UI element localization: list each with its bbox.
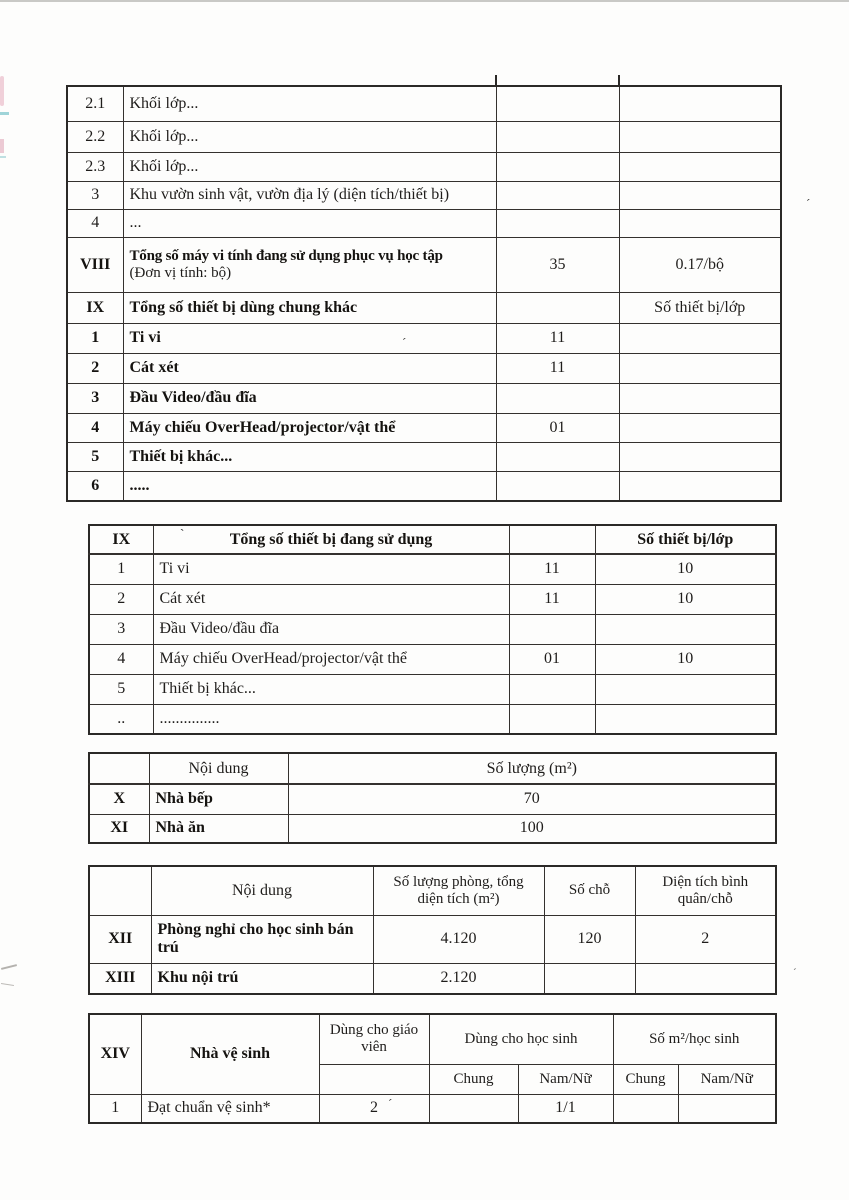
empty-cell: [496, 209, 619, 237]
header-area-group-cell: Số m²/học sinh: [613, 1014, 776, 1064]
empty-cell: [496, 152, 619, 181]
scan-edge-line: [0, 0, 849, 2]
row-value-cell: 01: [509, 644, 595, 674]
empty-cell: [619, 442, 781, 471]
header-teacher-cell: Dùng cho giáo viên: [319, 1014, 429, 1064]
row-no-cell: XIII: [89, 963, 151, 994]
empty-cell: [496, 86, 619, 121]
header-content-cell: Nội dung: [151, 866, 373, 915]
row-seats-cell: 120: [544, 915, 635, 963]
row-no-cell: 3: [89, 614, 153, 644]
table-row: [89, 1094, 776, 1123]
row-no-cell: 5: [67, 442, 123, 471]
scan-cyan-mark: [0, 112, 9, 115]
row-no-cell: XII: [89, 915, 151, 963]
row-label-cell: Phòng nghỉ cho học sinh bán trú: [151, 915, 373, 963]
row-label-cell: Tổng số thiết bị dùng chung khác: [123, 292, 496, 323]
row-label-cell: Máy chiếu OverHead/projector/vật thể: [123, 413, 496, 442]
header-student-group-cell: Dùng cho học sinh: [429, 1014, 613, 1064]
empty-cell: [635, 963, 776, 994]
empty-cell: [89, 753, 149, 784]
scan-speck: `: [180, 526, 185, 541]
row-no-cell: ..: [89, 704, 153, 734]
empty-cell: [595, 614, 776, 644]
empty-cell: [619, 181, 781, 209]
table-row: [67, 383, 781, 413]
scan-pink-mark: [0, 139, 4, 153]
table-row: [89, 644, 776, 674]
row-label-cell: Khu nội trú: [151, 963, 373, 994]
row-value-cell: 11: [509, 554, 595, 584]
subheader-namnu-cell: Nam/Nữ: [518, 1064, 613, 1094]
empty-cell: [595, 674, 776, 704]
row-label-cell: Cát xét: [153, 584, 509, 614]
subheader-namnu-cell: Nam/Nữ: [678, 1064, 776, 1094]
row-label-cell: Nhà bếp: [149, 784, 288, 814]
row-label-cell: Khối lớp...: [123, 152, 496, 181]
header-area-cell: Diện tích bình quân/chỗ: [635, 866, 776, 915]
table-row: [89, 915, 776, 963]
equipment-table-continued: [66, 85, 782, 502]
row-unit-cell: 10: [595, 644, 776, 674]
row-label-cell: Khu vườn sinh vật, vườn địa lý (diện tích/thiết bị): [123, 181, 496, 209]
row-value-cell: 35: [496, 237, 619, 292]
table-row-viii: [67, 237, 781, 292]
row-label-cell: Ti vi: [153, 554, 509, 584]
row-unit-cell: 0.17/bộ: [619, 237, 781, 292]
row-no-cell: 1: [67, 323, 123, 353]
empty-cell: [509, 525, 595, 554]
scan-speck: ´: [806, 196, 811, 211]
row-rooms-cell: 2.120: [373, 963, 544, 994]
row-label-cell: Đạt chuẩn vệ sinh*: [141, 1094, 319, 1123]
row-no-cell: 1: [89, 554, 153, 584]
row-no-cell: 3: [67, 383, 123, 413]
subheader-chung-cell: Chung: [613, 1064, 678, 1094]
empty-cell: [496, 181, 619, 209]
scan-pink-mark: [0, 76, 4, 106]
row-no-cell: 2.2: [67, 121, 123, 152]
table-row: [89, 814, 776, 843]
equipment-in-use-table: [88, 524, 777, 735]
row-no-cell: 3: [67, 181, 123, 209]
empty-cell: [619, 121, 781, 152]
empty-cell: [619, 86, 781, 121]
scan-cyan-mark: [0, 156, 6, 158]
scan-line-stub: [495, 75, 497, 85]
table-row: [67, 152, 781, 181]
row-unit-cell: 10: [595, 584, 776, 614]
header-title-cell: Nhà vệ sinh: [141, 1014, 319, 1094]
row-no-cell: 2.3: [67, 152, 123, 181]
empty-cell: [619, 353, 781, 383]
row-label-cell: Khối lớp...: [123, 86, 496, 121]
row-no-cell: IX: [67, 292, 123, 323]
row-unit-cell: 10: [595, 554, 776, 584]
row-label-cell: Đầu Video/đầu đĩa: [123, 383, 496, 413]
scan-speck: ´: [388, 1096, 393, 1111]
empty-cell: [509, 674, 595, 704]
boarding-rooms-table: [88, 865, 777, 995]
row-label-cell: Đầu Video/đầu đĩa: [153, 614, 509, 644]
row-value-cell: 11: [509, 584, 595, 614]
row-no-cell: 2: [89, 584, 153, 614]
row-no-cell: 2.1: [67, 86, 123, 121]
row-unit-cell: Số thiết bị/lớp: [619, 292, 781, 323]
table-row: [67, 121, 781, 152]
row-label-cell: Thiết bị khác...: [123, 442, 496, 471]
empty-cell: [509, 704, 595, 734]
row-label-cell: ...: [123, 209, 496, 237]
row-no-cell: X: [89, 784, 149, 814]
empty-cell: [595, 704, 776, 734]
row-note: (Đơn vị tính: bộ): [129, 264, 232, 281]
row-value-cell: 11: [496, 323, 619, 353]
empty-cell: [429, 1094, 518, 1123]
table-header-row: [89, 1014, 776, 1064]
scan-speck: ´: [793, 967, 797, 979]
empty-cell: [619, 152, 781, 181]
row-no-cell: 2: [67, 353, 123, 383]
subheader-chung-cell: Chung: [429, 1064, 518, 1094]
scan-pencil-mark: [1, 964, 17, 970]
row-label: Tổng số máy vi tính đang sử dụng phục vụ học tập: [129, 247, 443, 264]
table-row: [67, 86, 781, 121]
row-no-cell: XI: [89, 814, 149, 843]
table-row: [67, 442, 781, 471]
scan-pencil-mark: [1, 983, 14, 986]
empty-cell: [544, 963, 635, 994]
table-row-ix: [67, 292, 781, 323]
row-qty-cell: 100: [288, 814, 776, 843]
table-row: [67, 181, 781, 209]
table-row: [67, 323, 781, 353]
row-label-cell: .....: [123, 471, 496, 501]
row-teacher-cell: 2: [319, 1094, 429, 1123]
row-rooms-cell: 4.120: [373, 915, 544, 963]
row-label-cell: ...............: [153, 704, 509, 734]
empty-cell: [619, 209, 781, 237]
empty-cell: [619, 323, 781, 353]
empty-cell: [496, 471, 619, 501]
header-content-cell: Nội dung: [149, 753, 288, 784]
empty-cell: [89, 866, 151, 915]
empty-cell: [496, 383, 619, 413]
empty-cell: [509, 614, 595, 644]
header-no-cell: XIV: [89, 1014, 141, 1094]
row-namnu-cell: 1/1: [518, 1094, 613, 1123]
empty-cell: [619, 413, 781, 442]
empty-cell: [496, 292, 619, 323]
empty-cell: [496, 121, 619, 152]
table-row: [89, 584, 776, 614]
row-no-cell: 1: [89, 1094, 141, 1123]
header-rooms-cell: Số lượng phòng, tổng diện tích (m²): [373, 866, 544, 915]
row-value-cell: 01: [496, 413, 619, 442]
scan-speck: ´: [402, 335, 407, 350]
table-row: [67, 353, 781, 383]
table-row: [67, 209, 781, 237]
table-row: [67, 413, 781, 442]
toilets-table: [88, 1013, 777, 1124]
table-row: [89, 674, 776, 704]
row-no-cell: 4: [89, 644, 153, 674]
row-no-cell: 4: [67, 413, 123, 442]
row-label-cell: Máy chiếu OverHead/projector/vật thể: [153, 644, 509, 674]
header-no-cell: IX: [89, 525, 153, 554]
empty-cell: [319, 1064, 429, 1094]
row-no-cell: 6: [67, 471, 123, 501]
row-label-cell: Nhà ăn: [149, 814, 288, 843]
header-title-cell: Tổng số thiết bị đang sử dụng: [153, 525, 509, 554]
empty-cell: [496, 442, 619, 471]
row-no-cell: 4: [67, 209, 123, 237]
row-value-cell: 11: [496, 353, 619, 383]
table-header-row: [89, 525, 776, 554]
table-header-row: [89, 866, 776, 915]
kitchen-dining-table: [88, 752, 777, 844]
row-qty-cell: 70: [288, 784, 776, 814]
header-qty-cell: Số lượng (m²): [288, 753, 776, 784]
row-label-cell: Ti vi: [123, 323, 496, 353]
table-row: [89, 963, 776, 994]
table-row: [89, 614, 776, 644]
table-row: [67, 471, 781, 501]
table-row: [89, 554, 776, 584]
table-header-row: [89, 753, 776, 784]
row-label-cell: Cát xét: [123, 353, 496, 383]
header-unit-cell: Số thiết bị/lớp: [595, 525, 776, 554]
row-no-cell: 5: [89, 674, 153, 704]
scan-line-stub: [618, 75, 620, 85]
empty-cell: [678, 1094, 776, 1123]
row-label-cell: Thiết bị khác...: [153, 674, 509, 704]
empty-cell: [619, 383, 781, 413]
row-no-cell: VIII: [67, 237, 123, 292]
empty-cell: [613, 1094, 678, 1123]
row-label-cell: [123, 237, 496, 292]
header-seats-cell: Số chỗ: [544, 866, 635, 915]
row-label-cell: Khối lớp...: [123, 121, 496, 152]
empty-cell: [619, 471, 781, 501]
row-area-cell: 2: [635, 915, 776, 963]
table-row: [89, 784, 776, 814]
table-row: [89, 704, 776, 734]
